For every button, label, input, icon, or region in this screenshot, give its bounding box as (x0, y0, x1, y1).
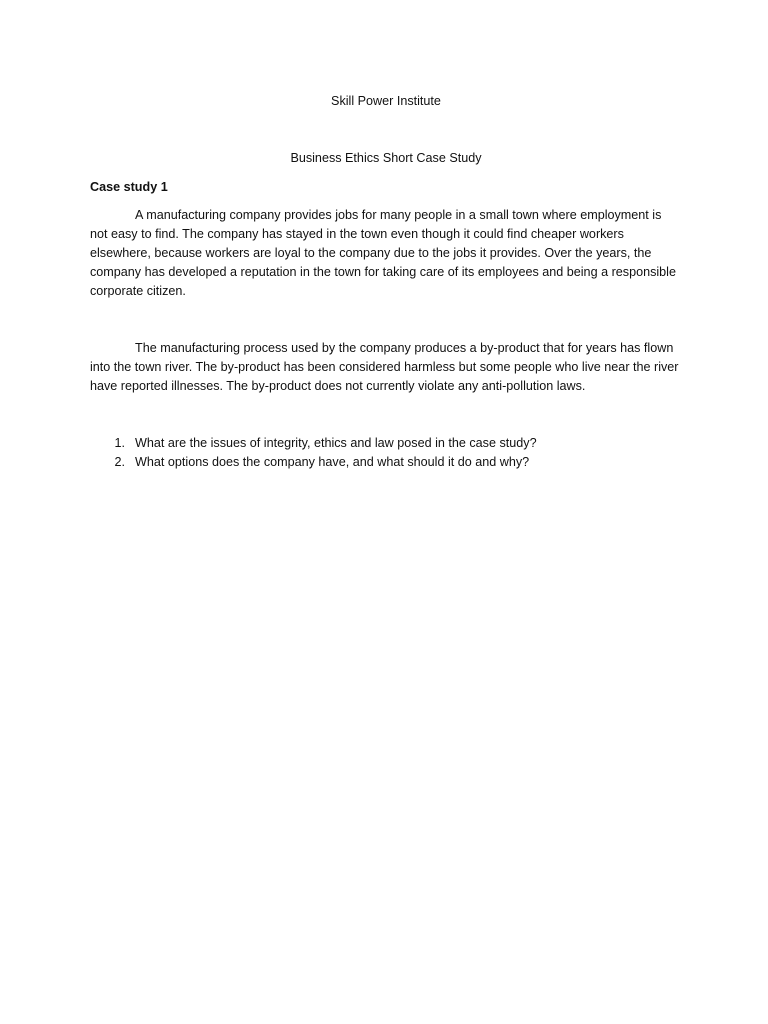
case-study-heading: Case study 1 (90, 180, 168, 194)
question-item-2 (90, 453, 682, 472)
case-paragraph-1: A manufacturing company provides jobs for many people in a small town where employment is not easy to find. The company has stayed in the town even though it could find cheaper workers elsewhere, because workers are loyal to the company due to the jobs it provides. Over the years, the company has developed a reputation in the town for taking care of its employees and being a responsible corporate citizen. (90, 208, 676, 298)
question-number: 1. (114, 436, 125, 450)
institute-name: Skill Power Institute (331, 94, 441, 108)
document-body (90, 92, 682, 472)
question-list (90, 434, 682, 472)
question-text: What options does the company have, and what should it do and why? (135, 455, 530, 469)
question-text: What are the issues of integrity, ethics and law posed in the case study? (135, 436, 537, 450)
document-title: Business Ethics Short Case Study (290, 151, 482, 165)
question-item-1 (90, 434, 682, 453)
question-number: 2. (114, 455, 125, 469)
case-paragraph-2: The manufacturing process used by the company produces a by-product that for years has flown into the town river. The by-product has been considered harmless but some people who live near the river have reported illnesses. The by-product does not currently violate any anti-pollution laws. (90, 341, 679, 393)
